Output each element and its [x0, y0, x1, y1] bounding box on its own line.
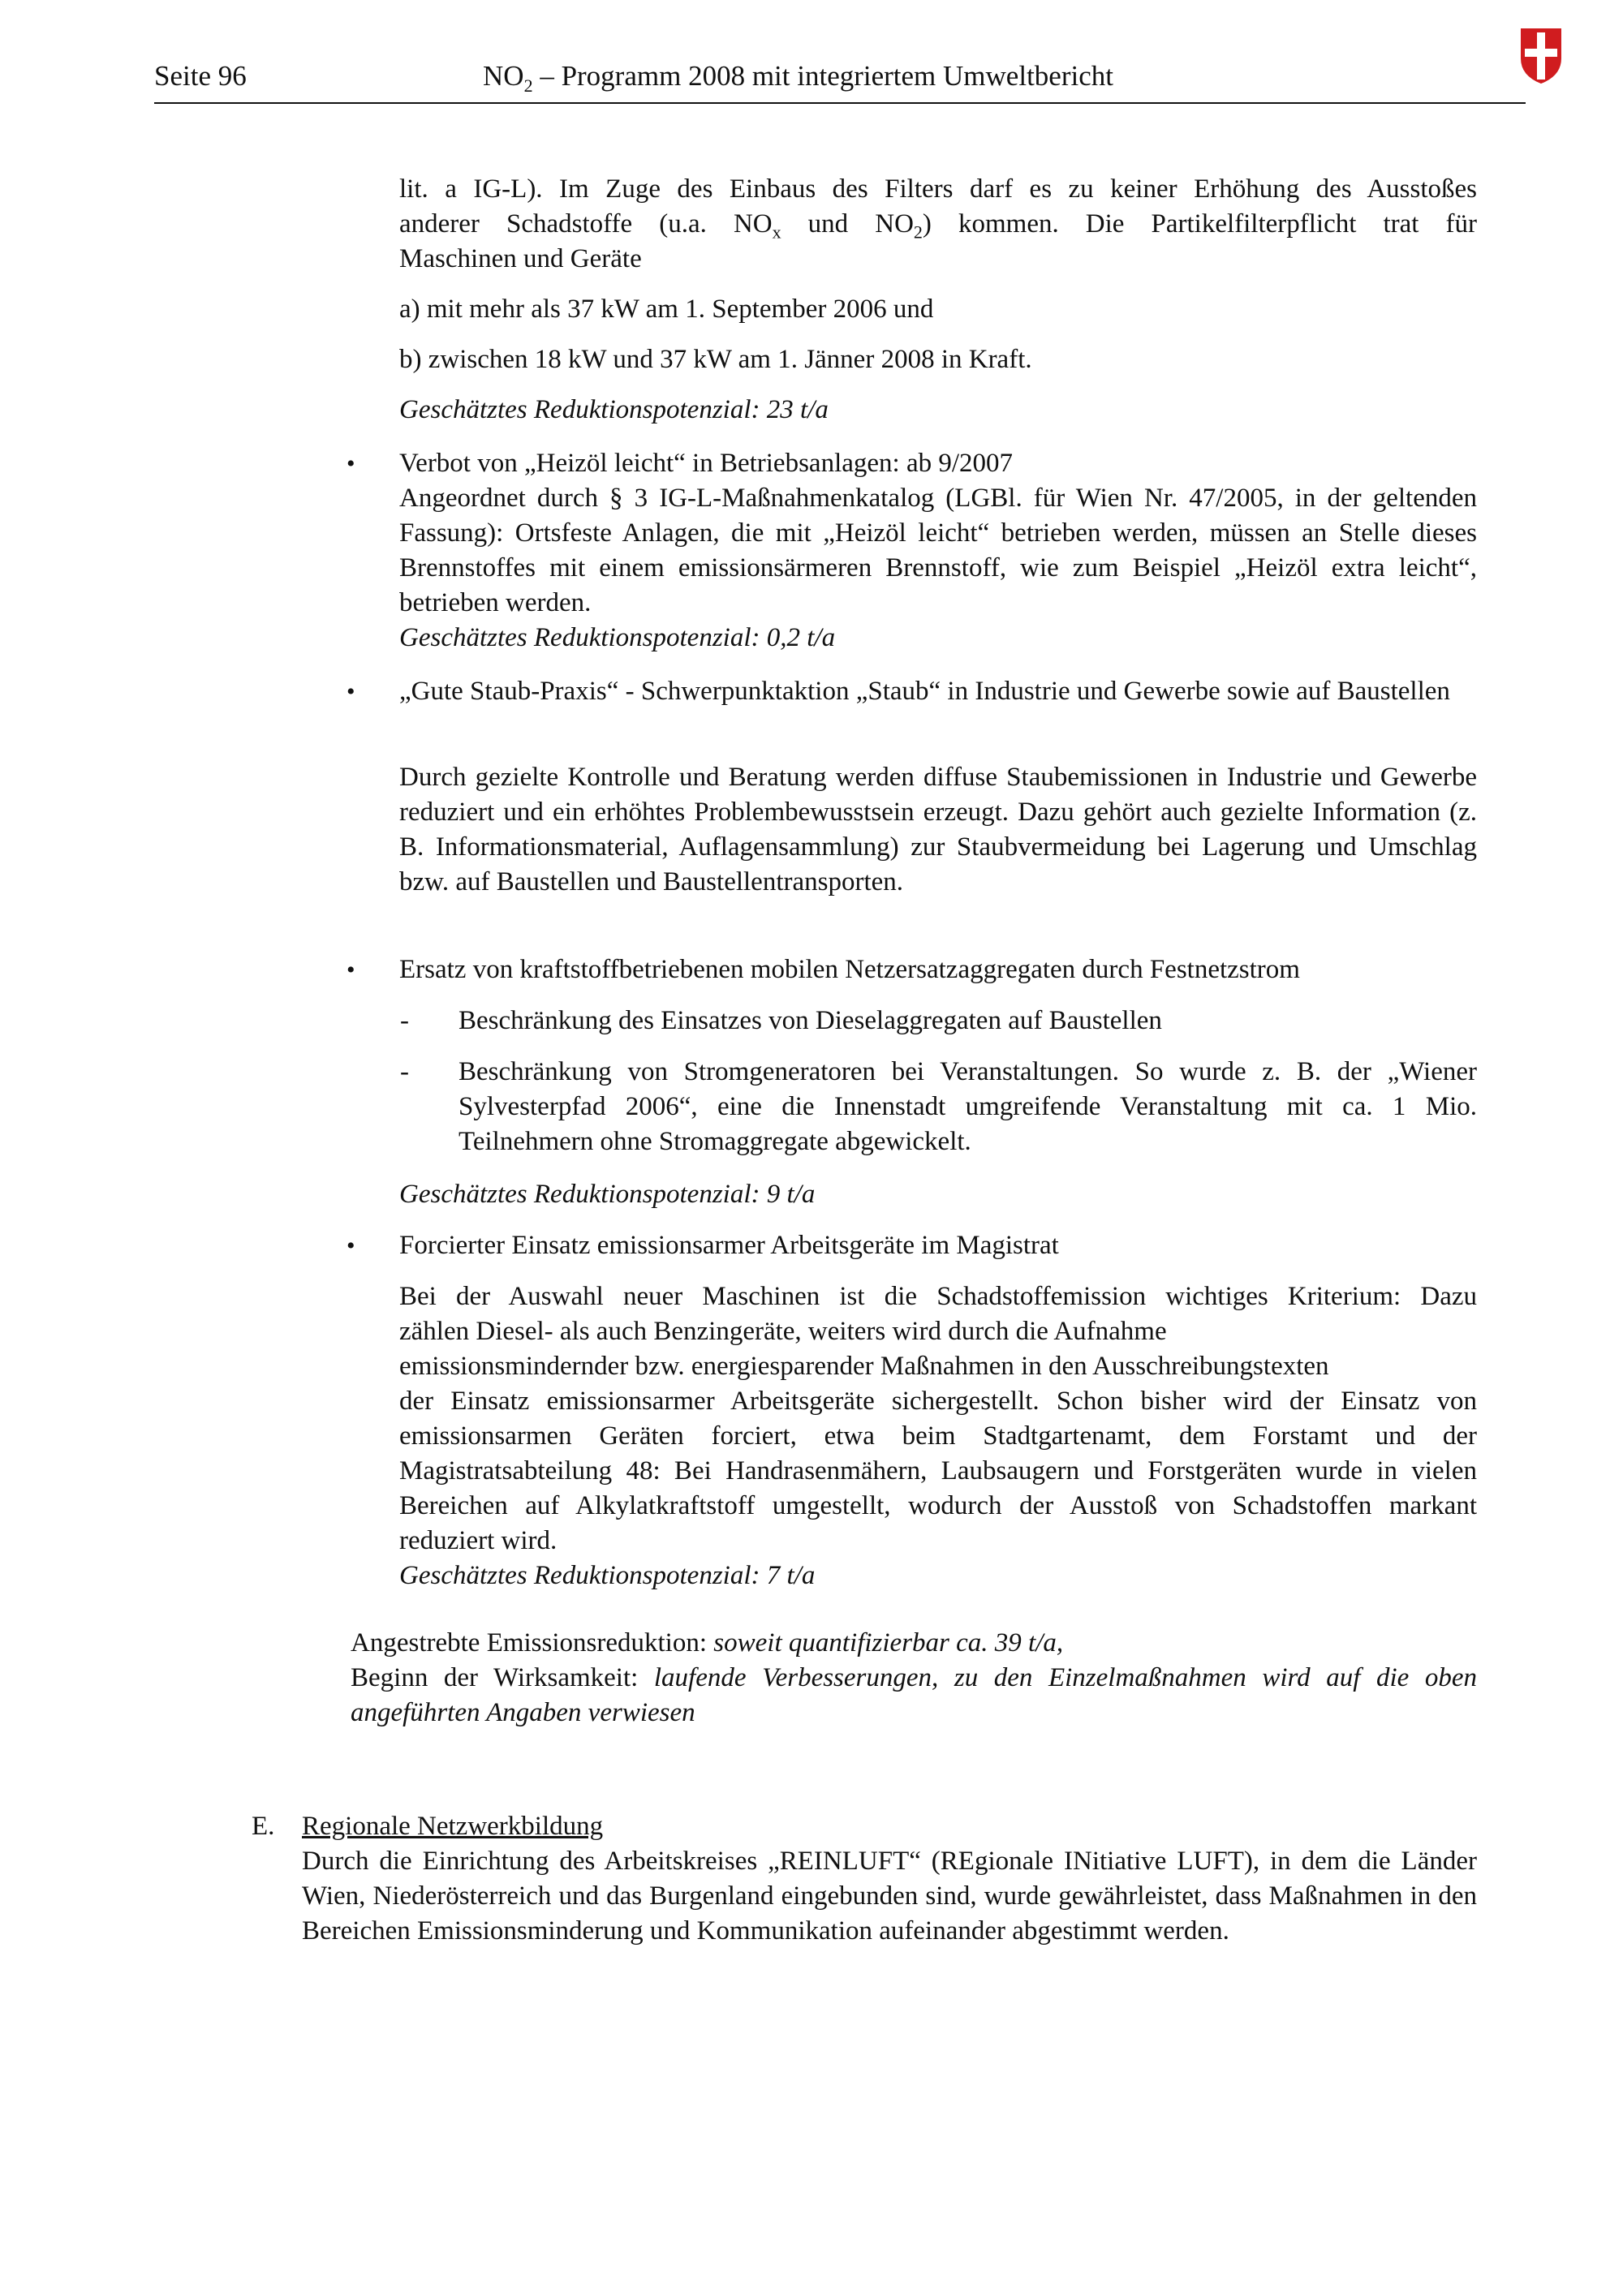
page-header: [154, 54, 1526, 104]
intro-paragraph: lit. a IG-L). Im Zuge des Einbaus des Filters darf es zu keiner Erhöhung des Ausstoßes anderer Schadstoffe (u.a. $NO_x$ und $NO_2$) kommen. Die Partikelfilterpflicht trat für Maschinen und Geräte: [399, 174, 1477, 273]
bullet-1-symbol: •: [347, 450, 355, 477]
bullet-1: Verbot von „Heizöl leicht“ in Betriebsanlagen: ab 9/2007 Angeordnet durch § 3 IG-L-Maßnahmenkatalog (LGBl. für Wien Nr. 47/2005, in der geltenden Fassung): Ortsfeste Anlagen, die mit „Heizöl leicht“ betrieben werden, müssen an Stelle dieses Brennstoffes mit einem emissionsärmeren Brennstoff, wie zum Beispiel „Heizöl extra leicht“, betrieben werden. Geschätztes Reduktionspotenzial: 0,2 t/a: [399, 449, 1477, 652]
document-title: $NO_2$ – Programm 2008 mit integriertem Umweltbericht: [483, 60, 1113, 96]
bullet-2-symbol: •: [347, 678, 355, 705]
section-e-text: Durch die Einrichtung des Arbeitskreises „REINLUFT“ (REgionale INitiative LUFT), in dem die Länder Wien, Niederösterreich und das Burgenland eingebunden sind, wurde gewährleistet, dass Maßnahmen in den Bereichen Emissionsminderung und Kommunikation aufeinander abgestimmt werden.: [302, 1847, 1477, 1946]
bullet-3-title: Ersatz von kraftstoffbetriebenen mobilen Netzersatzaggregaten durch Festnetzstrom: [399, 955, 1300, 984]
dash-item-1: Beschränkung des Einsatzes von Dieselaggregaten auf Baustellen: [458, 1006, 1162, 1035]
bullet-2-text: Durch gezielte Kontrolle und Beratung werden diffuse Staubemissionen in Industrie und Gewerbe reduziert und ein erhöhtes Problembewusstsein erzeugt. Dazu gehört auch gezielte Information (z. B. Informationsmaterial, Auflagensammlung) zur Staubvermeidung bei Lagerung und Umschlag bzw. auf Baustellen und Baustellentransporten.: [399, 763, 1477, 896]
section-e-heading: Regionale Netzwerkbildung: [302, 1812, 604, 1841]
bullet-3-reduction: Geschätztes Reduktionspotenzial: 9 t/a: [399, 1180, 816, 1209]
vienna-coat-of-arms-icon: [1520, 28, 1562, 84]
bullet-2-title: „Gute Staub-Praxis“ - Schwerpunktaktion „Staub“ in Industrie und Gewerbe sowie auf Baustellen: [399, 677, 1450, 706]
bullet-4-text: Bei der Auswahl neuer Maschinen ist die Schadstoffemission wichtiges Kriterium: Dazu zählen Diesel- als auch Benzingeräte, weiters wird durch die Aufnahme emissionsmindernder bzw. energiesparender Maßnahmen in den Ausschreibungstexten der Einsatz emissionsarmer Arbeitsgeräte sichergestellt. Schon bisher wird der Einsatz von emissionsarmen Geräten forciert, etwa beim Stadtgartenamt, dem Forstamt und der Magistratsabteilung 48: Bei Handrasenmähern, Laubsaugern und Forstgeräten wurde in vielen Bereichen auf Alkylatkraftstoff umgestellt, wodurch der Ausstoß von Schadstoffen markant reduziert wird. Geschätztes Reduktionspotenzial: 7 t/a: [399, 1282, 1477, 1590]
intro-item-a: a) mit mehr als 37 kW am 1. September 2006 und: [399, 295, 934, 324]
intro-item-b: b) zwischen 18 kW und 37 kW am 1. Jänner 2008 in Kraft.: [399, 345, 1032, 374]
bullet-4-symbol: •: [347, 1232, 355, 1259]
summary: Angestrebte Emissionsreduktion: soweit quantifizierbar ca. 39 t/a, Beginn der Wirksamkeit: laufende Verbesserungen, zu den Einzelmaßnahmen wird auf die oben angeführten Angaben verwiesen: [351, 1628, 1477, 1727]
page-number: Seite 96: [154, 60, 247, 92]
dash-item-2: Beschränkung von Stromgeneratoren bei Veranstaltungen. So wurde z. B. der „Wiener Sylvesterpfad 2006“, eine die Innenstadt umgreifende Veranstaltung mit ca. 1 Mio. Teilnehmern ohne Stromaggregate abgewickelt.: [458, 1057, 1477, 1156]
bullet-4-title: Forcierter Einsatz emissionsarmer Arbeitsgeräte im Magistrat: [399, 1231, 1059, 1260]
section-e-letter: E.: [252, 1812, 275, 1841]
bullet-3-symbol: •: [347, 957, 355, 983]
intro-reduction: Geschätztes Reduktionspotenzial: 23 t/a: [399, 395, 829, 424]
